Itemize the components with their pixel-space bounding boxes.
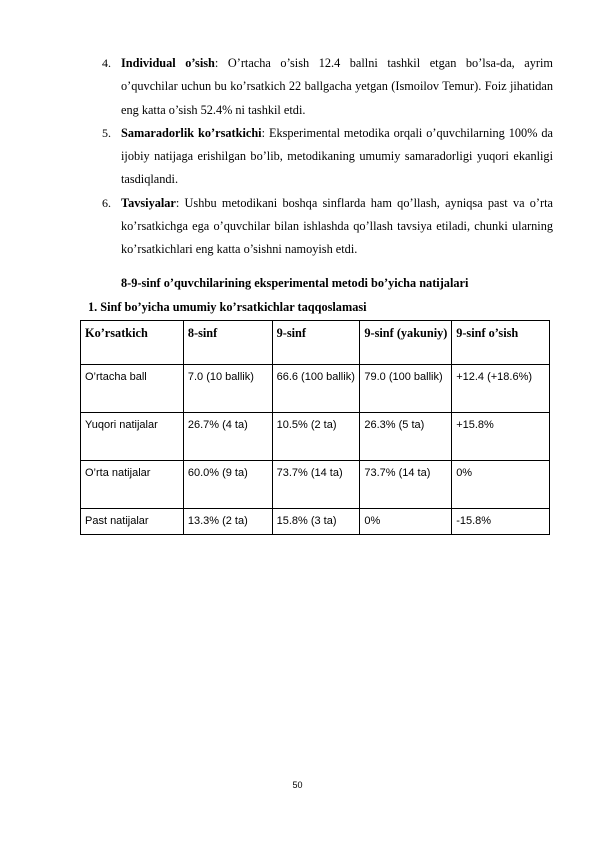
table-row xyxy=(81,365,550,413)
list-item xyxy=(102,52,553,122)
list-number: 4. xyxy=(102,56,111,70)
table-cell: 0% xyxy=(452,461,550,509)
table-row xyxy=(81,461,550,509)
list-item xyxy=(102,122,553,192)
header-cell: 9-sinf o’sish xyxy=(452,321,550,365)
table-cell: 66.6 (100 ballik) xyxy=(272,365,360,413)
list-item-title: Samaradorlik ko’rsatkichi xyxy=(121,125,262,140)
table-cell: Yuqori natijalar xyxy=(81,413,184,461)
list-text xyxy=(121,52,553,122)
list-text xyxy=(121,122,553,192)
table-cell: O’rtacha ball xyxy=(81,365,184,413)
table-header-row xyxy=(81,321,550,365)
table-cell: 10.5% (2 ta) xyxy=(272,413,360,461)
results-table xyxy=(80,320,550,535)
table-cell: 13.3% (2 ta) xyxy=(183,509,272,535)
table-cell: O’rta natijalar xyxy=(81,461,184,509)
table-cell: 26.7% (4 ta) xyxy=(183,413,272,461)
list-item-body: : Ushbu metodikani boshqa sinflarda ham qo’llash, ayniqsa past va o’rta ko’rsatkichga ega o’quvchilar bilan ishlashda qo’llash tavsiya etiladi, chunki ularning ko’rsatkichlari eng katta o’sishni namoyish etdi. xyxy=(121,195,553,257)
table-cell: +12.4 (+18.6%) xyxy=(452,365,550,413)
table-row xyxy=(81,413,550,461)
list-item-title: Individual o’sish xyxy=(121,56,215,70)
table-cell: 73.7% (14 ta) xyxy=(360,461,452,509)
section-title: 8-9-sinf o’quvchilarining eksperimental metodi bo’yicha natijalari xyxy=(121,276,469,290)
table-cell: 79.0 (100 ballik) xyxy=(360,365,452,413)
list-number: 5. xyxy=(102,125,111,140)
table-cell: -15.8% xyxy=(452,509,550,535)
table-cell: 7.0 (10 ballik) xyxy=(183,365,272,413)
table-cell: 60.0% (9 ta) xyxy=(183,461,272,509)
table-cell: Past natijalar xyxy=(81,509,184,535)
list-item xyxy=(102,192,553,262)
table-title: 1. Sinf bo’yicha umumiy ko’rsatkichlar taqqoslamasi xyxy=(88,300,367,314)
list-item-body: : Eksperimental metodika orqali o’quvchilarning 100% da ijobiy natijaga erishilgan bo’lib, metodikaning umumiy samaradorligi yuqori ekanligi tasdiqlandi. xyxy=(121,125,553,187)
list-text xyxy=(121,192,553,262)
header-cell: 8-sinf xyxy=(183,321,272,365)
table-cell: 0% xyxy=(360,509,452,535)
header-cell: 9-sinf (yakuniy) xyxy=(360,321,452,365)
list-item-body: : O’rtacha o’sish 12.4 ballni tashkil etgan bo’lsa-da, ayrim o’quvchilar uchun bu ko’rsatkich 22 ballgacha yetgan (Ismoilov Temur). Foiz jihatidan eng katta o’sish 52.4% ni tashkil etdi. xyxy=(121,56,553,117)
table-row xyxy=(81,509,550,535)
list-item-title: Tavsiyalar xyxy=(121,195,176,210)
page-number: 50 xyxy=(292,780,303,790)
table-cell: 26.3% (5 ta) xyxy=(360,413,452,461)
table-cell: 15.8% (3 ta) xyxy=(272,509,360,535)
list-number: 6. xyxy=(102,195,111,210)
table-cell: +15.8% xyxy=(452,413,550,461)
table-cell: 73.7% (14 ta) xyxy=(272,461,360,509)
numbered-list xyxy=(102,52,553,262)
header-cell: 9-sinf xyxy=(272,321,360,365)
header-cell: Ko’rsatkich xyxy=(81,321,184,365)
